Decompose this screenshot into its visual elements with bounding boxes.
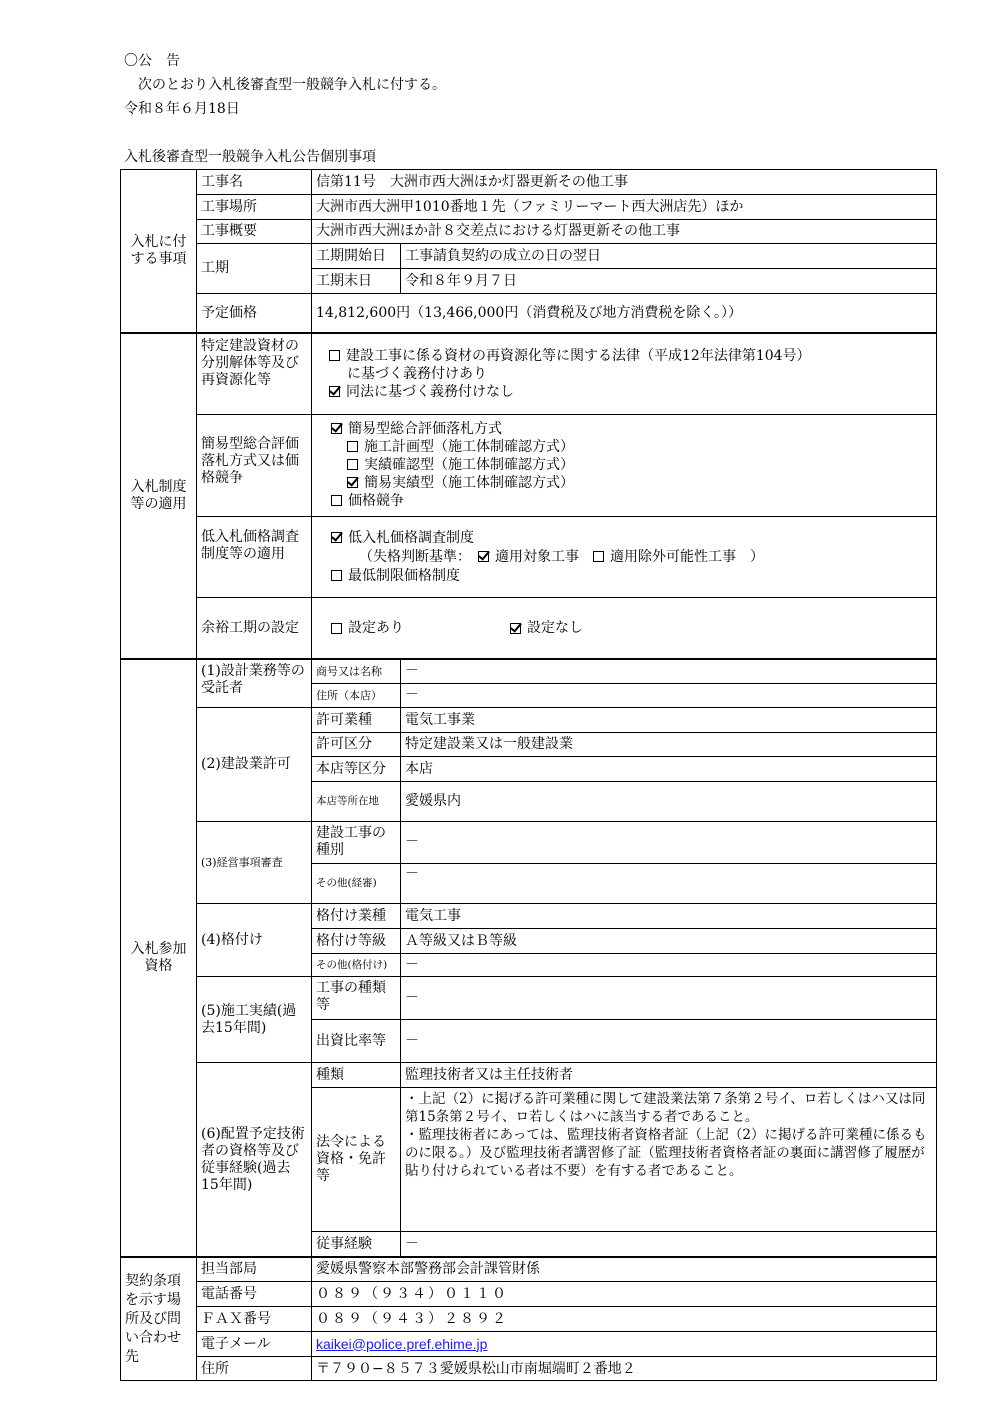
recycle-option-not-obligated: 同法に基づく義務付けなし (346, 384, 514, 400)
rating-other-label: その他(格付け) (316, 958, 388, 971)
engineer-law-label: 法令による資格・免許等 (316, 1134, 386, 1184)
record-kind: － (405, 989, 419, 1006)
checkbox-icon (329, 350, 340, 361)
rating-grade: Ａ等級又はＢ等級 (405, 932, 517, 949)
notice-date: 令和８年６月18日 (124, 101, 240, 117)
checkbox-icon (331, 570, 342, 581)
checked-checkbox-icon (510, 623, 521, 634)
criteria-applicable: 適用対象工事 (495, 549, 579, 565)
office-class: 本店 (405, 760, 433, 777)
department: 愛媛県警察本部警務部会計課管財係 (316, 1260, 540, 1277)
spare-option-yes: 設定あり (348, 619, 404, 636)
eval-sub-simple-record: 簡易実績型（施工体制確認方式） (364, 475, 574, 491)
rating-other: － (405, 956, 419, 973)
checkbox-icon (331, 623, 342, 634)
notice-title: 〇公 告 (124, 53, 180, 69)
mgmt-kind-label: 建設工事の種別 (316, 825, 386, 858)
engineer-kind: 監理技術者又は主任技術者 (405, 1066, 573, 1083)
rating-grade-label: 格付け等級 (316, 932, 386, 949)
project-name-label: 工事名 (201, 173, 243, 190)
evaluation-options (327, 418, 937, 514)
eval-sub-track-record: 実績確認型（施工体制確認方式） (364, 457, 574, 473)
section-label-qualifications: 入札参加資格 (130, 940, 187, 974)
minimum-price-system: 最低制限価格制度 (348, 568, 460, 584)
email-cell (312, 1332, 937, 1356)
table-title: 入札後審査型一般競争入札公告個別事項 (124, 149, 376, 165)
checkbox-icon (347, 459, 358, 470)
criteria-exempt: 適用除外可能性工事 ） (610, 549, 764, 565)
low-bid-options (327, 527, 937, 595)
permit-class: 特定建設業又は一般建設業 (405, 736, 573, 752)
permit-type: 電気工事業 (405, 711, 475, 728)
recycle-options (325, 345, 937, 413)
intro-text: 次のとおり入札後審査型一般競争入札に付する。 (124, 77, 446, 93)
track-record-label: (5)施工実績(過去15年間) (201, 1002, 297, 1036)
record-kind-label: 工事の種類等 (316, 980, 386, 1013)
permit-class-label: 許可区分 (316, 736, 372, 752)
engineer-label: (6)配置予定技術者の資格等及び従事経験(過去15年間) (201, 1125, 305, 1193)
checked-checkbox-icon (478, 551, 489, 562)
spare-option-no: 設定なし (527, 619, 583, 636)
checkbox-icon (347, 441, 358, 452)
checked-checkbox-icon (331, 423, 342, 434)
planned-price: 14,812,600円（13,466,000円（消費税及び地方消費税を除く。）） (316, 304, 743, 321)
engineer-kind-label: 種類 (316, 1066, 344, 1083)
email-link[interactable]: kaikei@police.pref.ehime.jp (316, 1335, 488, 1352)
office-location: 愛媛県内 (405, 793, 461, 809)
design-name: － (405, 662, 419, 679)
rating-type-label: 格付け業種 (316, 907, 386, 924)
spare-period-label: 余裕工期の設定 (201, 619, 299, 636)
recycle-option-obligated-cont: に基づく義務付けあり (347, 366, 487, 382)
mgmt-other: － (405, 866, 419, 882)
eval-sub-construction-plan: 施工計画型（施工体制確認方式） (364, 439, 574, 455)
construction-permit-label: (2)建設業許可 (201, 756, 291, 772)
office-location-label: 本店等所在地 (316, 795, 379, 807)
section-label-bid-system: 入札制度等の適用 (130, 478, 187, 512)
rating-label: (4)格付け (201, 931, 263, 948)
checked-checkbox-icon (347, 477, 358, 488)
phone-label: 電話番号 (201, 1285, 257, 1302)
address: 〒７９０−８５７３愛媛県松山市南堀端町２番地２ (316, 1360, 636, 1377)
low-bid-criteria: （失格判断基準： (359, 549, 464, 565)
price-label: 予定価格 (201, 304, 257, 321)
phone-number: ０８９（９３４）０１１０ (316, 1285, 508, 1302)
record-ratio-label: 出資比率等 (316, 1032, 386, 1049)
engineer-experience-label: 従事経験 (316, 1235, 372, 1252)
rating-type: 電気工事 (405, 907, 461, 924)
engineer-law-qualifications: ・上記（2）に掲げる許可業種に関して建設業法第７条第２号イ、ロ若しくはハ又は同第15条第２号イ、ロ若しくはハに該当する者であること。 ・監理技術者にあっては、監理技術者資格者証（上記（2）に掲げる許可業種に係るものに限る。）及び監理技術者講習修了証（監理技術者資格者証の裏面に講習修了履歴が貼り付けられている者は不要）を有する者であること。 (405, 1091, 927, 1179)
permit-type-label: 許可業種 (316, 711, 372, 728)
email-label: 電子メール (201, 1335, 271, 1352)
evaluation-label: 簡易型総合評価落札方式又は価格競争 (201, 436, 299, 486)
spare-period-options (327, 598, 937, 658)
eval-option-price: 価格競争 (348, 493, 404, 509)
recycle-option-obligated: 建設工事に係る資材の再資源化等に関する法律（平成12年法律第104号） (346, 348, 811, 364)
checked-checkbox-icon (331, 532, 342, 543)
address-label: 住所 (201, 1360, 229, 1377)
mgmt-kind: － (405, 834, 419, 850)
start-date: 工事請負契約の成立の日の翌日 (405, 247, 601, 264)
design-name-label: 商号又は名称 (316, 664, 382, 678)
design-address-label: 住所（本店） (316, 689, 382, 702)
eval-option-simple-comprehensive: 簡易型総合評価落札方式 (348, 421, 502, 437)
department-label: 担当部局 (201, 1260, 257, 1277)
section-label-contact: 契約条項を示す場所及び問い合わせ先 (125, 1273, 181, 1365)
engineer-experience: － (405, 1235, 419, 1252)
fax-number: ０８９（９４３）２８９２ (316, 1310, 508, 1327)
end-date: 令和８年９月７日 (405, 272, 517, 289)
location: 大洲市西大洲甲1010番地１先（ファミリーマート西大洲店先）ほか (316, 198, 744, 215)
summary-label: 工事概要 (201, 223, 257, 239)
checkbox-icon (593, 551, 604, 562)
design-contractor-label: (1)設計業務等の受託者 (201, 663, 305, 696)
low-bid-investigation: 低入札価格調査制度 (348, 530, 474, 546)
design-address: － (405, 687, 419, 703)
checked-checkbox-icon (329, 386, 340, 397)
start-date-label: 工期開始日 (316, 247, 386, 264)
fax-label: ＦＡＸ番号 (201, 1310, 271, 1327)
project-name: 信第11号 大洲市西大洲ほか灯器更新その他工事 (316, 173, 628, 190)
summary: 大洲市西大洲ほか計８交差点における灯器更新その他工事 (316, 223, 680, 239)
low-bid-label: 低入札価格調査制度等の適用 (201, 529, 299, 562)
period-label: 工期 (201, 260, 229, 276)
checkbox-icon (331, 495, 342, 506)
office-class-label: 本店等区分 (316, 760, 386, 777)
mgmt-other-label: その他(経審) (316, 877, 377, 889)
recycle-label: 特定建設資材の分別解体等及び再資源化等 (201, 338, 299, 388)
record-ratio: － (405, 1032, 419, 1049)
location-label: 工事場所 (201, 198, 257, 215)
end-date-label: 工期末日 (316, 272, 372, 289)
management-review-label: (3)経営事項審査 (201, 856, 283, 869)
section-label-bid-items: 入札に付する事項 (130, 234, 187, 267)
